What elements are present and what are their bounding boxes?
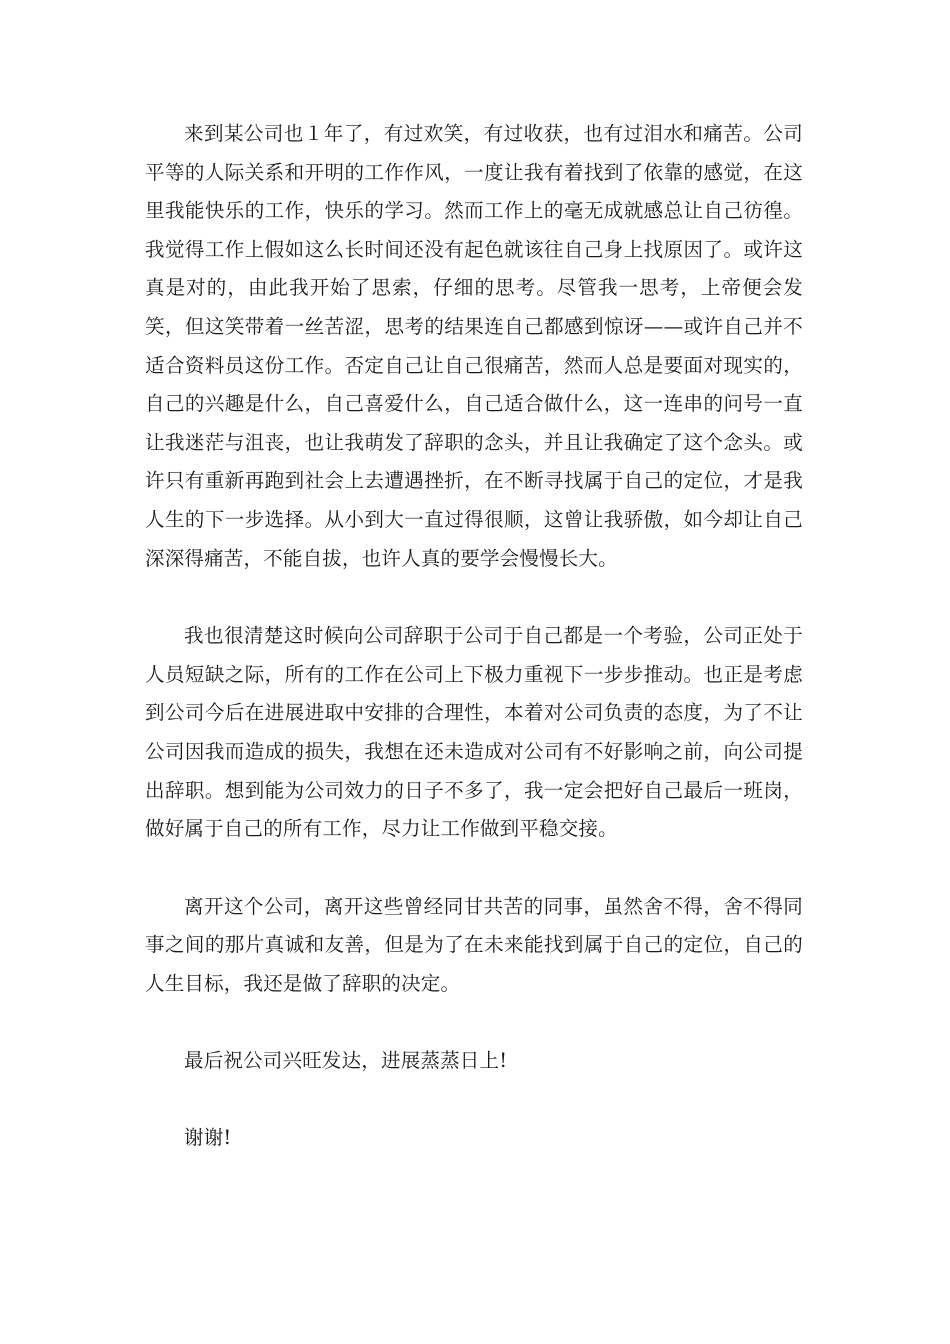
- paragraph-reflection: 来到某公司也１年了，有过欢笑，有过收获，也有过泪水和痛苦。公司平等的人际关系和开明的工作作风，一度让我有着找到了依靠的感觉，在这里我能快乐的工作，快乐的学习。然而工作上的毫无成就感总让自己彷徨。我觉得工作上假如这么长时间还没有起色就该往自己身上找原因了。或许这真是对的，由此我开始了思索，仔细的思考。尽管我一思考，上帝便会发笑，但这笑带着一丝苦涩，思考的结果连自己都感到惊讶——或许自己并不适合资料员这份工作。否定自己让自己很痛苦，然而人总是要面对现实的，自己的兴趣是什么，自己喜爱什么，自己适合做什么，这一连串的问号一直让我迷茫与沮丧，也让我萌发了辞职的念头，并且让我确定了这个念头。或许只有重新再跑到社会上去遭遇挫折，在不断寻找属于自己的定位，才是我人生的下一步选择。从小到大一直过得很顺，这曾让我骄傲，如今却让自己深深得痛苦，不能自拔，也许人真的要学会慢慢长大。: [145, 122, 803, 570]
- paragraph-farewell: 离开这个公司，离开这些曾经同甘共苦的同事，虽然舍不得，舍不得同事之间的那片真诚和友善，但是为了在未来能找到属于自己的定位，自己的人生目标，我还是做了辞职的决定。: [145, 894, 803, 995]
- paragraph-resignation-reason: 我也很清楚这时候向公司辞职于公司于自己都是一个考验，公司正处于人员短缺之际，所有的工作在公司上下极力重视下一步步推动。也正是考虑到公司今后在进展进取中安排的合理性，本着对公司负责的态度，为了不让公司因我而造成的损失，我想在还未造成对公司有不好影响之前，向公司提出辞职。想到能为公司效力的日子不多了，我一定会把好自己最后一班岗，做好属于自己的所有工作，尽力让工作做到平稳交接。: [145, 624, 803, 841]
- document-page: [145, 115, 803, 1158]
- paragraph-thanks: 谢谢!: [184, 1126, 232, 1150]
- paragraph-wishes: 最后祝公司兴旺发达，进展蒸蒸日上!: [184, 1049, 508, 1073]
